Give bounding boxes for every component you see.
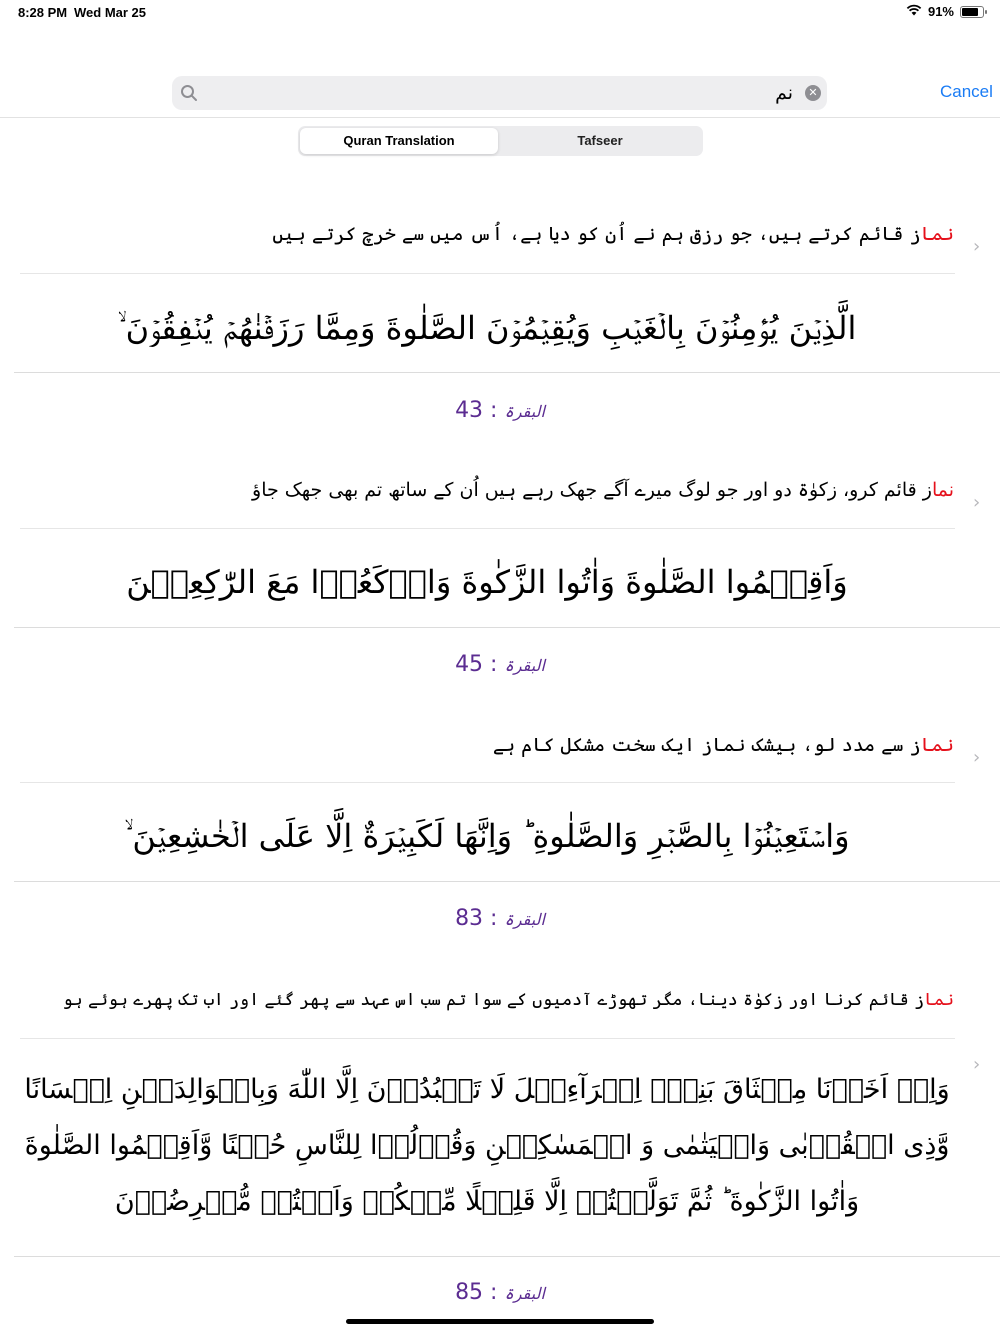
status-time: 8:28 PM (18, 5, 68, 20)
row-divider (20, 1038, 955, 1039)
status-bar (0, 0, 1000, 24)
translation-text (20, 218, 954, 250)
surah-name: البقرۃ (504, 656, 545, 675)
verse-number: 43 (455, 398, 484, 423)
arabic-verse: الَّذِيۡنَ يُؤۡمِنُوۡنَ بِالۡغَيۡبِ وَيُقِيۡمُوۡنَ الصَّلٰوةَ وَمِمَّا رَزَقۡنٰهُمۡ يُنۡفِقُوۡنَ ۙ (117, 309, 857, 347)
verse-reference: البقرۃ : 83 (455, 906, 545, 931)
search-field[interactable] (172, 76, 827, 110)
search-bar-row (0, 60, 1000, 118)
wifi-icon (906, 4, 922, 19)
segment-tafseer[interactable]: Tafseer (577, 133, 623, 148)
result-divider (14, 881, 1000, 882)
battery-icon (960, 6, 984, 18)
result-divider (14, 627, 1000, 628)
search-results-list (0, 162, 1000, 1334)
clear-search-icon[interactable]: ✕ (805, 85, 821, 101)
translation-text (20, 474, 954, 506)
highlighted-match: نما (931, 479, 954, 501)
surah-name: البقرۃ (504, 910, 545, 929)
highlighted-match: نما (924, 990, 954, 1010)
result-divider (14, 1256, 1000, 1257)
verse-number: 85 (455, 1280, 484, 1305)
chevron-right-icon[interactable]: › (973, 236, 981, 257)
surah-name: البقرۃ (504, 402, 545, 421)
arabic-verse: وَاِذۡ اَخَذۡنَا مِيۡثَاقَ بَنِىۡۤ اِسۡرَآءِيۡلَ لَا تَعۡبُدُوۡنَ اِلَّا اللّٰهَ وَبِالۡوَالِدَيۡنِ اِحۡسَانًا وَّذِى الۡقُرۡبٰى وَالۡيَتٰمٰى وَ الۡمَسٰكِيۡنِ وَقُوۡلُوۡا لِلنَّاسِ حُسۡنًا وَّاَقِيۡمُوا الصَّلٰوةَ وَاٰتُوا الزَّكٰوةَ ؕ ثُمَّ تَوَلَّيۡتُمۡ اِلَّا قَلِيۡلًا مِّنۡكُمۡ وَاَنۡتُمۡ مُّعۡرِضُوۡنَ (24, 1074, 950, 1217)
surah-name: البقرۃ (504, 1284, 545, 1303)
segment-quran-translation[interactable]: Quran Translation (300, 128, 498, 154)
verse-reference: البقرۃ : 45 (455, 652, 545, 677)
row-divider (20, 273, 955, 274)
cancel-button[interactable]: Cancel (940, 82, 993, 101)
translation-text (20, 984, 954, 1016)
result-type-segmented-control (298, 126, 703, 156)
search-input[interactable] (208, 82, 793, 104)
verse-number: 45 (455, 652, 484, 677)
translation-rest: ز سے مدد لو، بیشک نماز ایک سخت مشکل کام ہے (492, 734, 921, 756)
chevron-right-icon[interactable]: › (973, 747, 981, 768)
status-date: Wed Mar 25 (74, 5, 147, 20)
chevron-right-icon[interactable]: › (973, 1054, 981, 1075)
home-indicator (346, 1319, 654, 1324)
highlighted-match: نما (920, 734, 954, 756)
search-icon (180, 84, 198, 102)
highlighted-match: نما (920, 223, 954, 245)
battery-level (962, 8, 978, 16)
result-divider (14, 372, 1000, 373)
translation-rest: ز قائم کرنا اور زکوٰۃ دینا، مگر تھوڑے آدمیوں کے سوا تم سب اس عہد سے پھر گئے اور اب تک پھرے ہوئے ہو (62, 990, 925, 1010)
translation-text (20, 729, 954, 761)
row-divider (20, 528, 955, 529)
translation-rest: ز قائم کرو، زکوٰۃ دو اور جو لوگ میرے آگے جھک رہے ہیں اُن کے ساتھ تم بھی جھک جاؤ (252, 479, 932, 501)
chevron-right-icon[interactable]: › (973, 492, 981, 513)
arabic-verse: وَاسۡتَعِيۡنُوۡا بِالصَّبۡرِ وَالصَّلٰوةِ ​ؕ وَاِنَّهَا لَكَبِيۡرَةٌ اِلَّا عَلَى الۡخٰشِعِيۡنَ ۙ (124, 817, 850, 855)
row-divider (20, 782, 955, 783)
status-indicators (906, 4, 984, 19)
verse-reference: البقرۃ : 43 (455, 398, 545, 423)
verse-reference: البقرۃ : 85 (455, 1280, 545, 1305)
verse-number: 83 (455, 906, 484, 931)
arabic-verse: وَاَقِيۡمُوا الصَّلٰوةَ وَاٰتُوا الزَّكٰوةَ وَارۡكَعُوۡا مَعَ الرّٰكِعِيۡنَ (126, 563, 848, 601)
translation-rest: ز قائم کرتے ہیں، جو رزق ہم نے اُن کو دیا ہے، اُس میں سے خرچ کرتے ہیں (272, 223, 921, 245)
battery-percent: 91% (927, 4, 954, 19)
